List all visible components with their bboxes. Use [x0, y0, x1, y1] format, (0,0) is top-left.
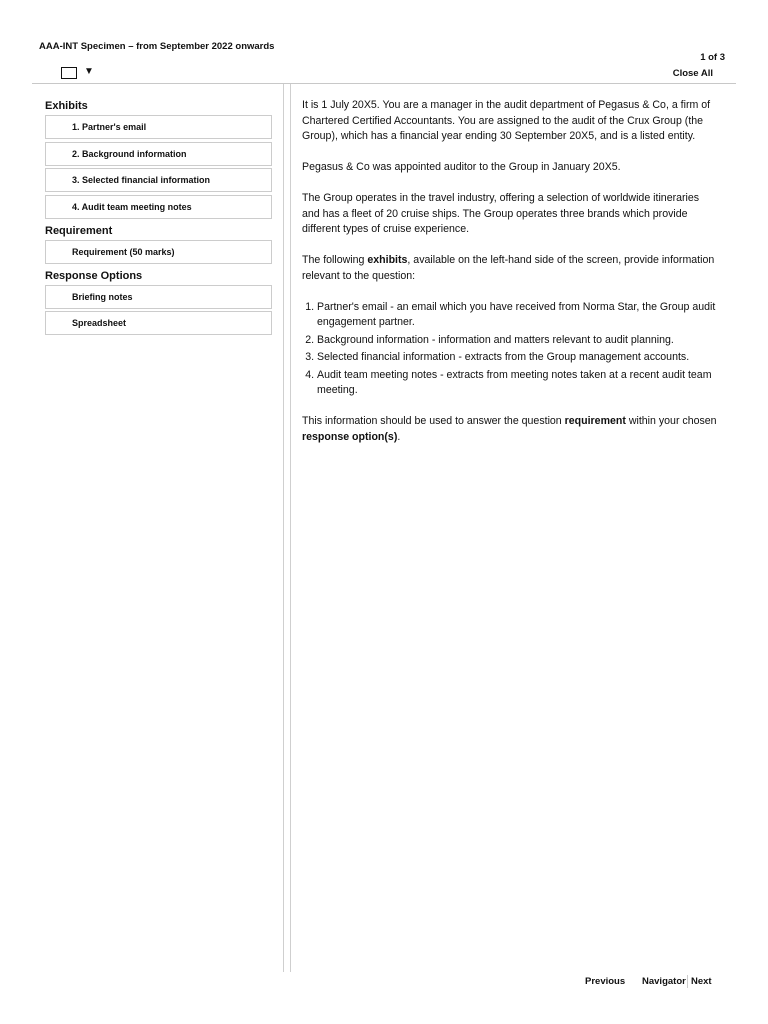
chevron-down-icon[interactable]: ▼ — [84, 66, 94, 77]
list-item: 4. Audit team meeting notes - extracts from meeting notes taken at a recent audit team meeting. — [317, 368, 718, 399]
page-indicator: 1 of 3 — [700, 52, 725, 63]
exhibits-description-list — [302, 300, 718, 399]
instructions-paragraph — [302, 414, 718, 445]
exhibits-list — [45, 115, 272, 219]
list-item: 2. Background information - information and matters relevant to audit planning. — [317, 333, 718, 349]
requirement-list — [45, 240, 272, 264]
exhibit-selected-financial-information[interactable]: 3. Selected financial information — [45, 168, 272, 192]
exhibit-partners-email[interactable]: 1. Partner's email — [45, 115, 272, 139]
text-fragment: This information should be used to answer the question — [302, 415, 565, 427]
previous-button[interactable]: Previous — [585, 976, 626, 987]
scenario-paragraph: Pegasus & Co was appointed auditor to the Group in January 20X5. — [302, 161, 621, 173]
emphasis-response-options: response option(s) — [302, 430, 398, 443]
emphasis-requirement: requirement — [564, 415, 626, 427]
exhibit-audit-team-meeting-notes[interactable]: 4. Audit team meeting notes — [45, 195, 272, 219]
text-fragment: , available on the left-hand side of the screen, provide information relevant to the question: — [302, 254, 715, 282]
navigator-button[interactable]: Navigator — [642, 976, 686, 987]
scenario-paragraph: It is 1 July 20X5. You are a manager in the audit department of Pegasus & Co, a firm of Chartered Certified Accountants. You are assigned to the audit of the Crux Group (the Group), which has a financial year ending 30 September 20X5, and is a listed entity. — [302, 99, 711, 142]
response-options-list — [45, 285, 272, 336]
text-fragment: within your chosen — [625, 415, 717, 427]
requirement-heading: Requirement — [45, 224, 113, 237]
text-fragment: The following — [302, 254, 368, 266]
exhibits-intro-paragraph — [302, 253, 718, 284]
scenario-content — [302, 98, 718, 461]
response-option-spreadsheet[interactable]: Spreadsheet — [45, 311, 272, 335]
close-all-button[interactable]: Close All — [672, 68, 713, 79]
sidebar — [45, 100, 272, 341]
next-button[interactable]: Next — [691, 976, 712, 987]
exhibit-background-information[interactable]: 2. Background information — [45, 142, 272, 166]
column-divider — [283, 84, 284, 972]
text-fragment: . — [397, 430, 401, 443]
column-divider — [290, 84, 291, 972]
header-divider — [32, 83, 736, 84]
emphasis-exhibits: exhibits — [367, 254, 408, 266]
response-option-briefing-notes[interactable]: Briefing notes — [45, 285, 272, 309]
list-item: 3. Selected financial information - extracts from the Group management accounts. — [317, 350, 718, 366]
requirement-item[interactable]: Requirement (50 marks) — [45, 240, 272, 264]
exam-title: AAA-INT Specimen – from September 2022 onwards — [39, 41, 275, 52]
footer-divider — [687, 975, 688, 988]
list-item: 1. Partner's email - an email which you have received from Norma Star, the Group audit engagement partner. — [317, 300, 718, 331]
exhibits-heading: Exhibits — [45, 100, 88, 112]
flag-checkbox[interactable] — [61, 67, 77, 79]
scenario-paragraph: The Group operates in the travel industry, offering a selection of worldwide itineraries and has a fleet of 20 cruise ships. The Group operates three brands which provide different types of cruise experience. — [302, 192, 700, 235]
response-options-heading: Response Options — [45, 269, 143, 282]
